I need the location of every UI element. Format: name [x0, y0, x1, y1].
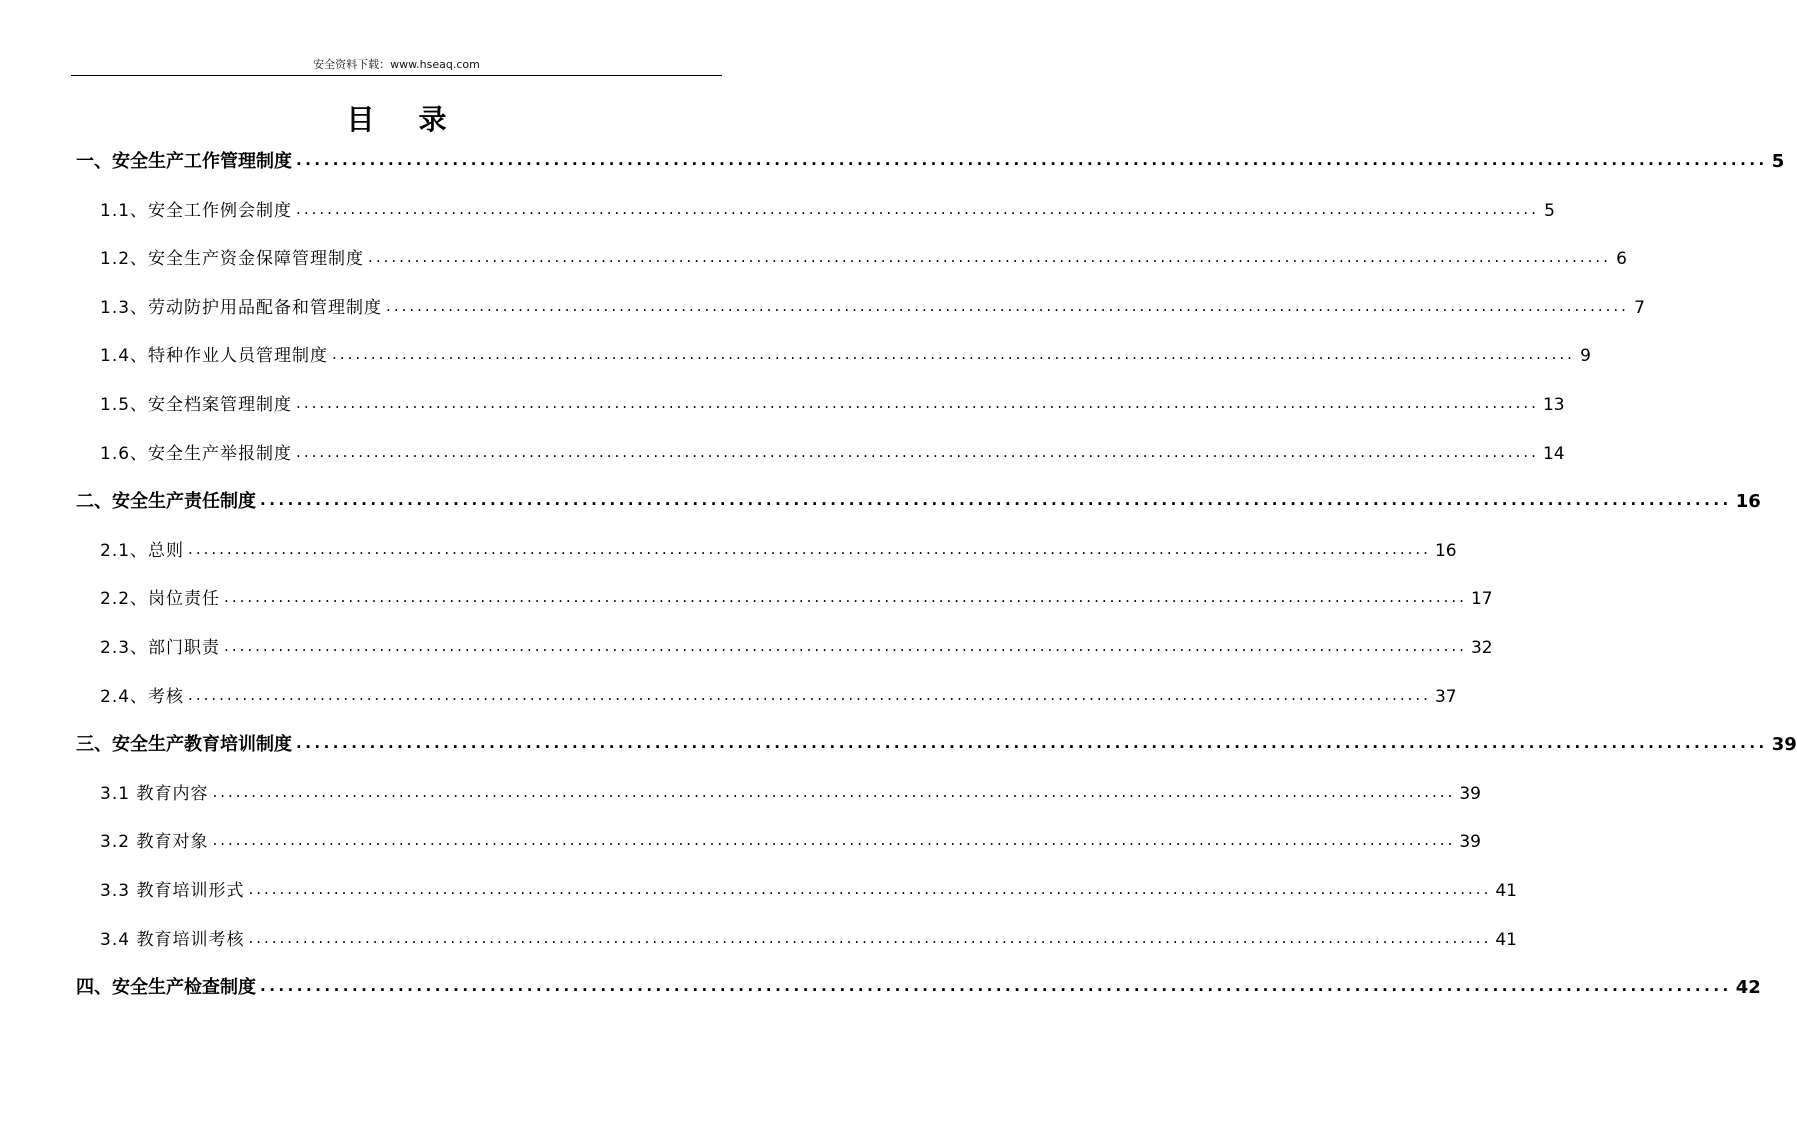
toc-entry-label: 1.2、安全生产资金保障管理制度 [100, 249, 365, 269]
toc-leader: ................................................................................................................................................................ [212, 783, 1456, 801]
toc-leader: ................................................................................................................................................................ [296, 443, 1539, 461]
toc-leader: ................................................................................................................................................................ [224, 637, 1467, 655]
toc-leader: ................................................................................................................................................................ [332, 345, 1575, 363]
toc-page-number: 14 [1542, 444, 1565, 464]
toc-entry[interactable] [100, 294, 1645, 320]
title-char-2: 录 [418, 103, 447, 136]
toc-page-number: 39 [1459, 832, 1481, 852]
toc-page-number: 37 [1434, 687, 1457, 707]
toc-leader: ................................................................................................................................................................ [248, 929, 1492, 947]
toc-leader: ................................................................................................................................................................ [368, 248, 1611, 266]
toc-page-number: 39 [1771, 734, 1797, 755]
toc-entry-label: 一、安全生产工作管理制度 [76, 151, 292, 172]
toc-entry[interactable] [100, 537, 1457, 563]
toc-leader: ................................................................................................................................................................ [296, 734, 1768, 752]
toc-entry[interactable] [100, 585, 1493, 611]
toc-leader: ................................................................................................................................................................ [212, 831, 1456, 849]
toc-page-number: 16 [1434, 541, 1457, 561]
toc-leader: ................................................................................................................................................................ [386, 297, 1629, 315]
toc-entry[interactable] [76, 731, 1797, 757]
toc-entry[interactable] [100, 877, 1517, 903]
toc-entry[interactable] [100, 780, 1481, 806]
toc-page-number: 16 [1735, 491, 1761, 512]
toc-entry-label: 3.1 教育内容 [100, 784, 209, 804]
toc-entry-label: 3.3 教育培训形式 [100, 881, 245, 901]
toc-page-number: 39 [1459, 784, 1481, 804]
document-title [0, 98, 793, 138]
toc-entry[interactable] [100, 634, 1493, 660]
toc-entry[interactable] [100, 342, 1591, 368]
toc-entry-label: 二、安全生产责任制度 [76, 491, 256, 512]
toc-leader: ................................................................................................................................................................ [260, 977, 1732, 995]
toc-page-number: 42 [1735, 977, 1761, 998]
toc-entry-label: 1.6、安全生产举报制度 [100, 444, 293, 464]
toc-entry[interactable] [100, 245, 1627, 271]
toc-entry[interactable] [100, 197, 1555, 223]
toc-leader: ................................................................................................................................................................ [224, 588, 1467, 606]
toc-page-number: 13 [1542, 395, 1565, 415]
toc-leader: ................................................................................................................................................................ [296, 200, 1539, 218]
header-divider [71, 75, 722, 76]
toc-entry-label: 1.4、特种作业人员管理制度 [100, 346, 329, 366]
toc-leader: ................................................................................................................................................................ [248, 880, 1492, 898]
toc-entry[interactable] [100, 391, 1565, 417]
toc-page-number: 6 [1616, 249, 1627, 269]
toc-entry[interactable] [76, 148, 1785, 174]
toc-entry[interactable] [100, 926, 1517, 952]
toc-page-number: 32 [1470, 638, 1493, 658]
toc-entry-label: 1.1、安全工作例会制度 [100, 201, 293, 221]
toc-entry[interactable] [100, 683, 1457, 709]
toc-entry-label: 2.3、部门职责 [100, 638, 221, 658]
toc-entry-label: 3.4 教育培训考核 [100, 930, 245, 950]
toc-entry-label: 2.2、岗位责任 [100, 589, 221, 609]
toc-entry-label: 3.2 教育对象 [100, 832, 209, 852]
toc-page-number: 41 [1495, 930, 1517, 950]
toc-leader: ................................................................................................................................................................ [296, 151, 1768, 169]
toc-entry[interactable] [76, 488, 1761, 514]
toc-page-number: 5 [1771, 151, 1785, 172]
toc-entry-label: 2.1、总则 [100, 541, 185, 561]
toc-leader: ................................................................................................................................................................ [188, 686, 1431, 704]
toc-page-number: 7 [1634, 298, 1645, 318]
toc-page-number: 41 [1495, 881, 1517, 901]
toc-entry-label: 1.5、安全档案管理制度 [100, 395, 293, 415]
toc-entry[interactable] [76, 974, 1761, 1000]
toc-entry[interactable] [100, 828, 1481, 854]
toc-page-number: 17 [1470, 589, 1493, 609]
toc-leader: ................................................................................................................................................................ [260, 491, 1732, 509]
toc-leader: ................................................................................................................................................................ [188, 540, 1431, 558]
toc-entry-label: 三、安全生产教育培训制度 [76, 734, 292, 755]
toc-leader: ................................................................................................................................................................ [296, 394, 1539, 412]
toc-entry-label: 四、安全生产检查制度 [76, 977, 256, 998]
toc-entry-label: 2.4、考核 [100, 687, 185, 707]
toc-page-number: 9 [1580, 346, 1591, 366]
page-header: 安全资料下载：www.hseaq.com [313, 58, 480, 71]
toc-entry[interactable] [100, 440, 1565, 466]
toc-page-number: 5 [1544, 201, 1555, 221]
title-char-1: 目 [346, 103, 375, 136]
toc-entry-label: 1.3、劳动防护用品配备和管理制度 [100, 298, 383, 318]
